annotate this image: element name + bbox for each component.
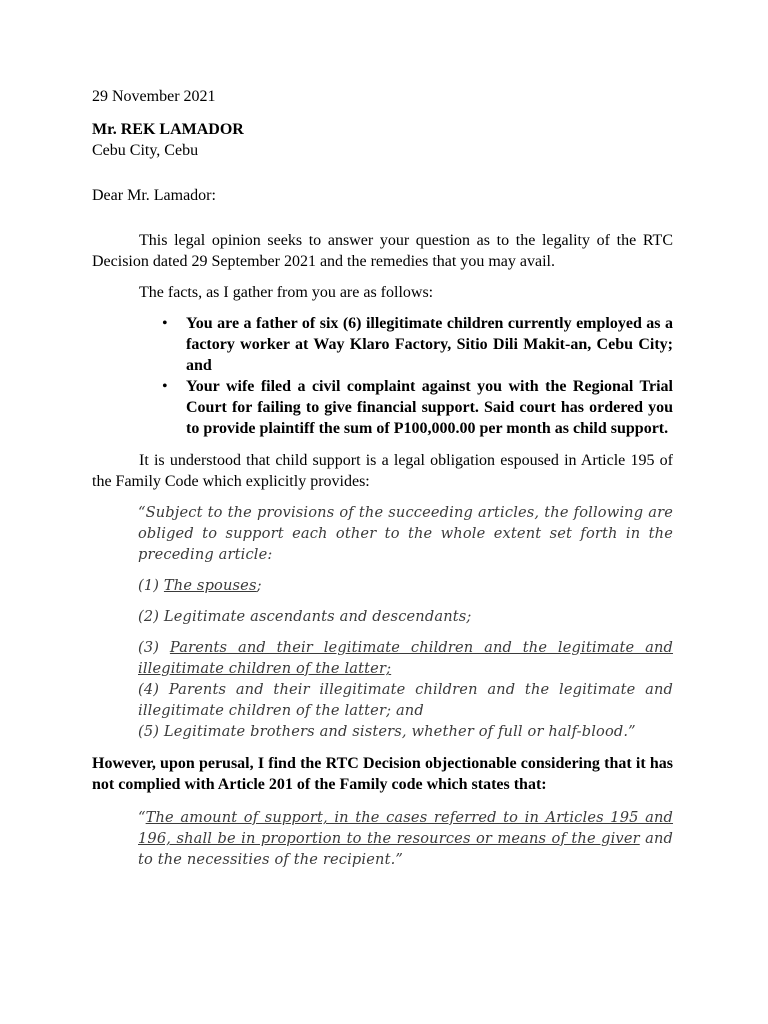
- fact-text: You are a father of six (6) illegitimate children currently employed as a factory worker at Way Klaro Factory, Sitio Dili Makit-an, Cebu City; and: [186, 315, 673, 374]
- article195-item-5: (5) Legitimate brothers and sisters, whether of full or half-blood.”: [138, 723, 636, 740]
- item-prefix: (3): [138, 639, 170, 656]
- facts-list: [92, 313, 673, 439]
- fact-text: Your wife filed a civil complaint against you with the Regional Trial Court for failing to give financial support. Said court has ordered you to provide plaintiff the sum of P100,000.00 per month as child support.: [186, 378, 673, 437]
- item-suffix: ;: [256, 577, 262, 594]
- bullet-icon: •: [162, 315, 168, 332]
- objection-paragraph: However, upon perusal, I find the RTC Decision objectionable considering that it has not complied with Article 201 of the Family code which states that:: [92, 755, 673, 793]
- article195-item-4: (4) Parents and their illegitimate children and the legitimate and illegitimate children of the latter; and: [138, 681, 673, 719]
- article195-intro: It is understood that child support is a legal obligation espoused in Article 195 of the Family Code which explicitly provides:: [92, 452, 673, 490]
- letter-date: 29 November 2021: [92, 88, 216, 105]
- intro-paragraph: This legal opinion seeks to answer your question as to the legality of the RTC Decision dated 29 September 2021 and the remedies that you may avail.: [92, 232, 673, 270]
- recipient-city: Cebu City, Cebu: [92, 142, 199, 159]
- fact-item: [162, 376, 673, 439]
- article195-item-1: [138, 575, 673, 596]
- article201-text: [138, 807, 673, 870]
- article201-underlined: The amount of support, in the cases referred to in Articles 195 and 196, shall be in proportion to the resources or means of the giver: [138, 809, 673, 847]
- bullet-icon: •: [162, 378, 168, 395]
- article195-lead: “Subject to the provisions of the succeeding articles, the following are obliged to support each other to the whole extent set forth in the preceding article:: [138, 504, 673, 563]
- article195-item-2: (2) Legitimate ascendants and descendants;: [138, 608, 472, 625]
- article195-quote: [138, 502, 673, 742]
- letter-page: [92, 86, 673, 880]
- fact-item: [162, 313, 673, 376]
- item-prefix: (1): [138, 577, 164, 594]
- open-quote: “: [138, 809, 146, 826]
- article201-rest: and to the necessities of the recipient.”: [138, 830, 673, 868]
- article201-quote: [138, 807, 673, 870]
- facts-intro: The facts, as I gather from you are as follows:: [139, 284, 434, 301]
- item-underlined: Parents and their legitimate children and the legitimate and illegitimate children of the latter;: [138, 639, 673, 677]
- item-underlined: The spouses: [163, 577, 257, 594]
- salutation: Dear Mr. Lamador:: [92, 187, 216, 204]
- article195-item-3: [138, 637, 673, 679]
- recipient-name: Mr. REK LAMADOR: [92, 121, 244, 138]
